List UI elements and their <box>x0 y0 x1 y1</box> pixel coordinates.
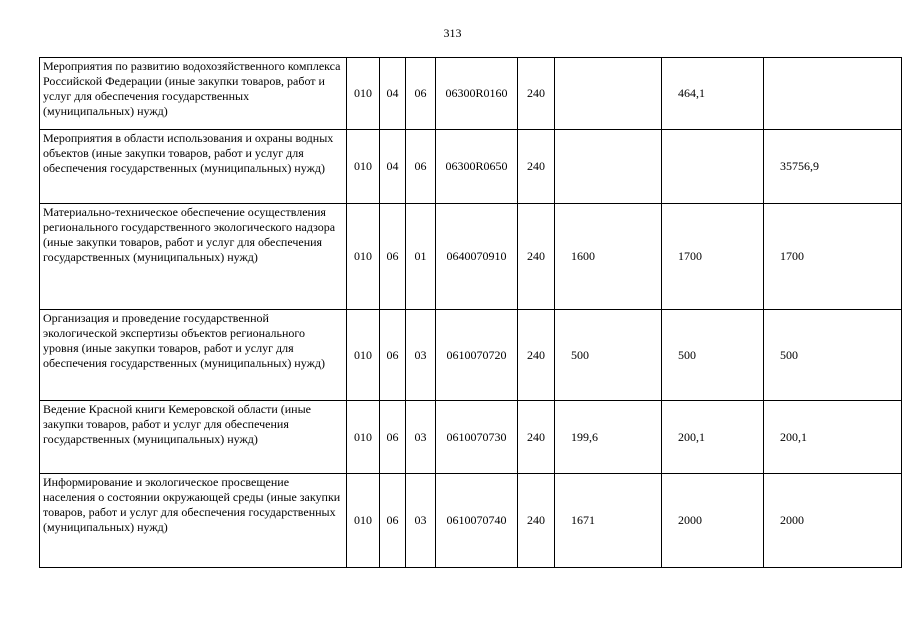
cell-grbs: 010 <box>347 310 380 401</box>
cell-amount-3: 500 <box>764 310 902 401</box>
cell-expense-type: 240 <box>518 401 555 474</box>
table-row <box>40 130 902 204</box>
table-row <box>40 310 902 401</box>
cell-amount-3: 1700 <box>764 204 902 310</box>
cell-subsection: 06 <box>406 58 436 130</box>
cell-grbs: 010 <box>347 204 380 310</box>
cell-expense-type: 240 <box>518 474 555 568</box>
cell-target-article: 06300R0160 <box>436 58 518 130</box>
cell-description: Организация и проведение государственной экологической экспертизы объектов регионального уровня (иные закупки товаров, работ и услуг для обеспечения государственных (муниципальных) нужд) <box>40 310 347 401</box>
cell-amount-2: 464,1 <box>662 58 764 130</box>
cell-section: 04 <box>380 130 406 204</box>
cell-grbs: 010 <box>347 130 380 204</box>
cell-expense-type: 240 <box>518 58 555 130</box>
cell-subsection: 03 <box>406 401 436 474</box>
cell-section: 06 <box>380 204 406 310</box>
cell-description: Ведение Красной книги Кемеровской области (иные закупки товаров, работ и услуг для обеспечения государственных (муниципальных) нужд) <box>40 401 347 474</box>
cell-target-article: 0610070720 <box>436 310 518 401</box>
cell-amount-2: 500 <box>662 310 764 401</box>
cell-target-article: 0610070740 <box>436 474 518 568</box>
cell-amount-3: 200,1 <box>764 401 902 474</box>
cell-amount-1: 1600 <box>555 204 662 310</box>
cell-amount-3 <box>764 58 902 130</box>
cell-grbs: 010 <box>347 58 380 130</box>
table-row <box>40 401 902 474</box>
cell-expense-type: 240 <box>518 204 555 310</box>
cell-description: Мероприятия по развитию водохозяйственного комплекса Российской Федерации (иные закупки товаров, работ и услуг для обеспечения государственных (муниципальных) нужд) <box>40 58 347 130</box>
cell-amount-3: 2000 <box>764 474 902 568</box>
cell-amount-2 <box>662 130 764 204</box>
cell-amount-2: 200,1 <box>662 401 764 474</box>
cell-description: Мероприятия в области использования и охраны водных объектов (иные закупки товаров, работ и услуг для обеспечения государственных (муниципальных) нужд) <box>40 130 347 204</box>
page-number: 313 <box>443 26 462 40</box>
cell-section: 06 <box>380 401 406 474</box>
cell-description: Материально-техническое обеспечение осуществления регионального государственного экологического надзора (иные закупки товаров, работ и услуг для обеспечения государственных (муниципальных) нужд) <box>40 204 347 310</box>
cell-expense-type: 240 <box>518 130 555 204</box>
cell-subsection: 01 <box>406 204 436 310</box>
cell-target-article: 0640070910 <box>436 204 518 310</box>
cell-subsection: 06 <box>406 130 436 204</box>
cell-subsection: 03 <box>406 310 436 401</box>
budget-table <box>39 57 902 568</box>
cell-subsection: 03 <box>406 474 436 568</box>
cell-expense-type: 240 <box>518 310 555 401</box>
cell-section: 04 <box>380 58 406 130</box>
cell-amount-2: 2000 <box>662 474 764 568</box>
table-row <box>40 204 902 310</box>
cell-grbs: 010 <box>347 474 380 568</box>
cell-amount-1: 1671 <box>555 474 662 568</box>
cell-grbs: 010 <box>347 401 380 474</box>
cell-amount-1: 500 <box>555 310 662 401</box>
table-row <box>40 58 902 130</box>
cell-section: 06 <box>380 310 406 401</box>
cell-amount-3: 35756,9 <box>764 130 902 204</box>
cell-amount-2: 1700 <box>662 204 764 310</box>
cell-description: Информирование и экологическое просвещение населения о состоянии окружающей среды (иные закупки товаров, работ и услуг для обеспечения государственных (муниципальных) нужд) <box>40 474 347 568</box>
cell-amount-1 <box>555 130 662 204</box>
cell-target-article: 0610070730 <box>436 401 518 474</box>
cell-target-article: 06300R0650 <box>436 130 518 204</box>
cell-amount-1 <box>555 58 662 130</box>
cell-amount-1: 199,6 <box>555 401 662 474</box>
table-row <box>40 474 902 568</box>
cell-section: 06 <box>380 474 406 568</box>
